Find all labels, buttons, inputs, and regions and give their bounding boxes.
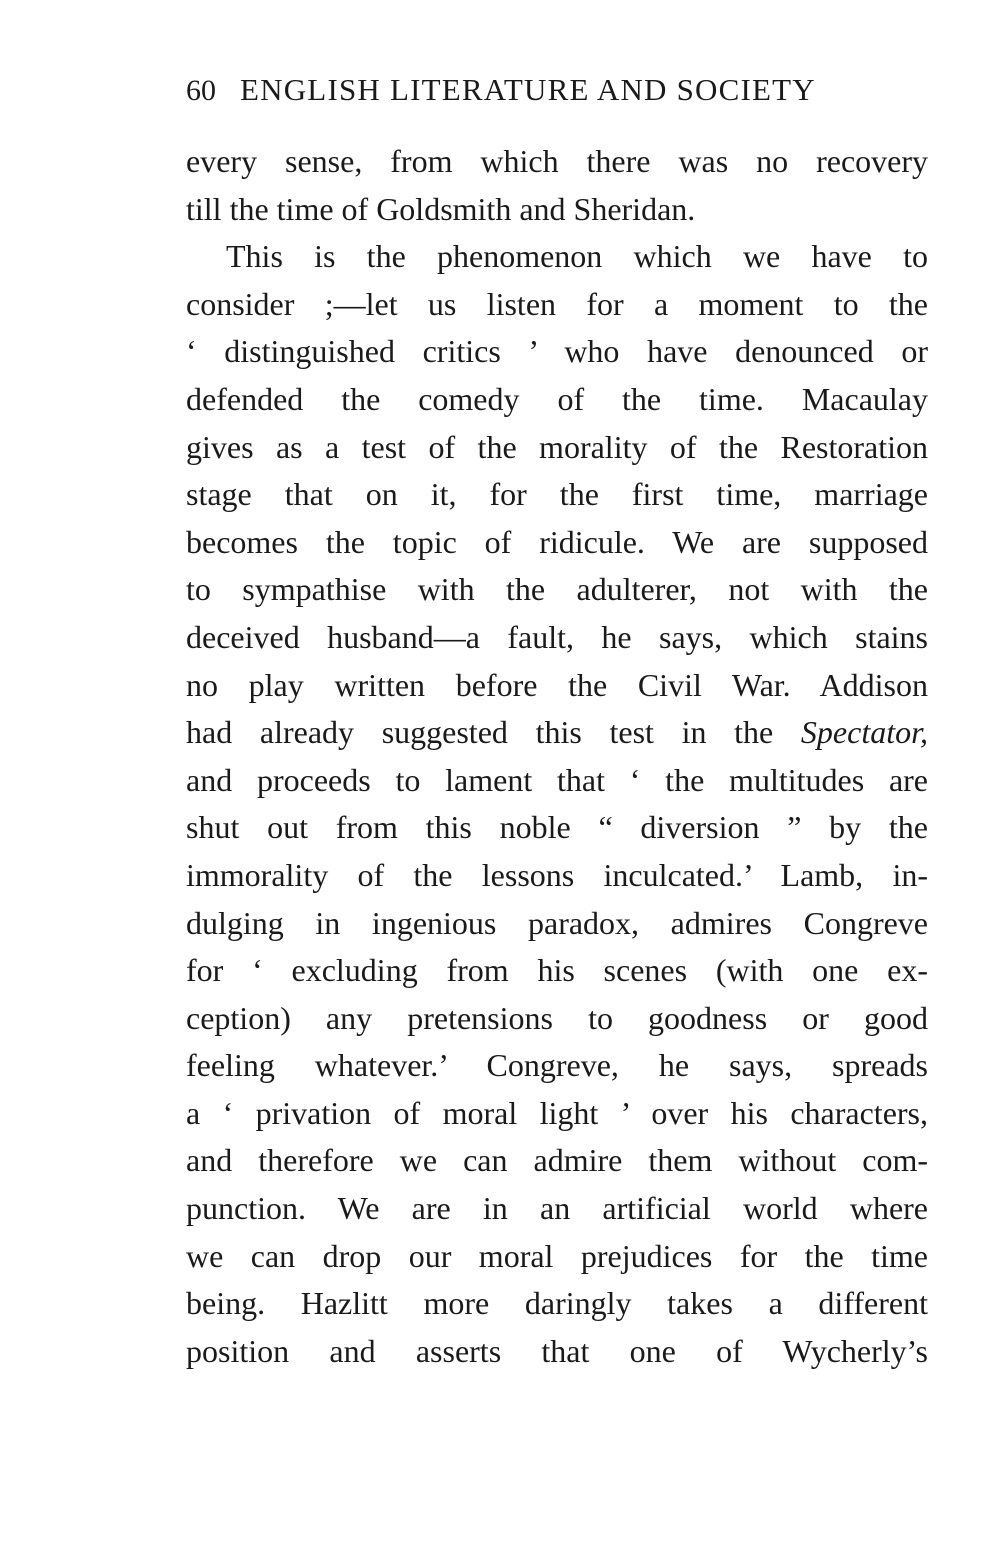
text-line: to sympathise with the adulterer, not with the xyxy=(186,571,928,608)
text-line: stage that on it, for the first time, marriage xyxy=(186,476,928,513)
text-line: position and asserts that one of Wycherly’s xyxy=(186,1332,928,1369)
text-line: defended the comedy of the time. Macaulay xyxy=(186,380,928,417)
text-line: immorality of the lessons inculcated.’ Lamb, in- xyxy=(186,856,928,893)
text-segment: had already suggested this test in the xyxy=(186,714,774,751)
text-line: consider ;—let us listen for a moment to the xyxy=(186,285,928,322)
text-line: ‘ distinguished critics ’ who have denounced or xyxy=(186,333,928,370)
body-text xyxy=(186,138,928,1375)
text-line: gives as a test of the morality of the Restoration xyxy=(186,428,928,465)
text-line: dulging in ingenious paradox, admires Congreve xyxy=(186,904,928,941)
book-page xyxy=(186,72,928,1375)
text-line: for ‘ excluding from his scenes (with one ex- xyxy=(186,952,928,989)
text-line: deceived husband—a fault, he says, which stains xyxy=(186,618,928,655)
text-line: feeling whatever.’ Congreve, he says, spreads xyxy=(186,1047,928,1084)
running-head xyxy=(186,72,928,118)
page-number: 60 xyxy=(186,74,216,107)
text-line: no play written before the Civil War. Addison xyxy=(186,666,928,703)
text-line-with-italic xyxy=(186,709,928,757)
text-line: till the time of Goldsmith and Sheridan. xyxy=(186,190,696,227)
italic-title: Spectator, xyxy=(800,714,929,751)
running-title: ENGLISH LITERATURE AND SOCIETY xyxy=(240,72,816,107)
text-line: a ‘ privation of moral light ’ over his characters, xyxy=(186,1094,928,1131)
text-line: every sense, from which there was no recovery xyxy=(186,143,928,179)
text-line: we can drop our moral prejudices for the time xyxy=(186,1237,928,1274)
text-line: and proceeds to lament that ‘ the multitudes are xyxy=(186,761,928,798)
text-line: punction. We are in an artificial world where xyxy=(186,1190,928,1227)
text-line: being. Hazlitt more daringly takes a different xyxy=(186,1285,928,1322)
text-line: This is the phenomenon which we have to xyxy=(226,238,928,275)
text-line: and therefore we can admire them without com- xyxy=(186,1142,928,1179)
text-line: becomes the topic of ridicule. We are supposed xyxy=(186,523,928,560)
text-line: ception) any pretensions to goodness or good xyxy=(186,999,928,1036)
text-line: shut out from this noble “ diversion ” by the xyxy=(186,809,928,846)
